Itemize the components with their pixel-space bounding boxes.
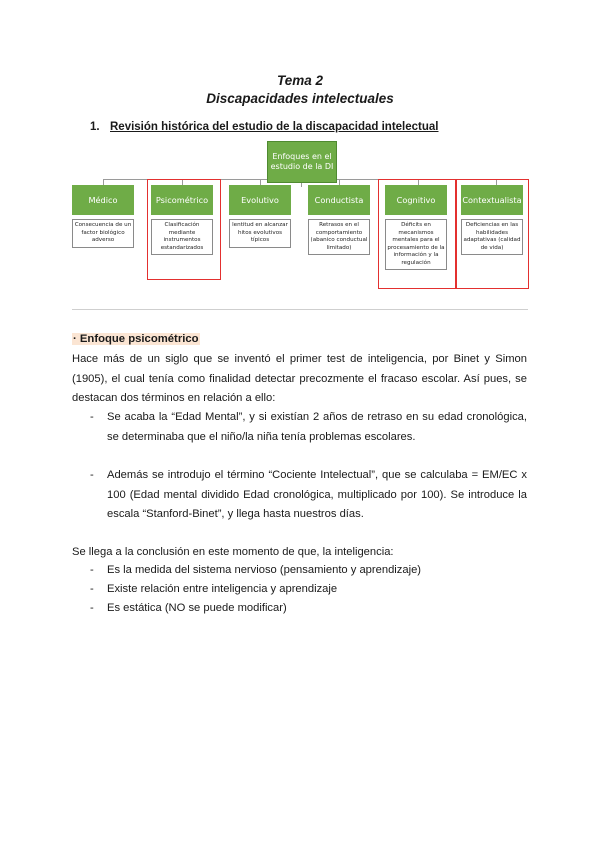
category-contextualista-title: Contextualista xyxy=(461,185,523,215)
document-title: Tema 2 xyxy=(276,73,324,88)
category-psicometrico-title: Psicométrico xyxy=(151,185,213,215)
section-title-psicometrico: · Enfoque psicométrico xyxy=(73,333,199,345)
conclusion-dash: - xyxy=(90,564,94,576)
intro-paragraph: Hace más de un siglo que se inventó el primer test de inteligencia, por Binet y Simon (1905), el cual tenía como finalidad detectar precozmente el fracaso escolar. Así pues, se destacan dos términos en relación a ello: xyxy=(72,353,527,404)
category-conductista-title: Conductista xyxy=(308,185,370,215)
conclusion-dash: - xyxy=(90,602,94,614)
approaches-diagram xyxy=(72,137,528,311)
bullet-dash: - xyxy=(90,469,94,481)
category-medico-body: Consecuencia de un factor biológico adverso xyxy=(72,219,134,248)
diagram-root-node: Enfoques en el estudio de la DI xyxy=(267,141,337,183)
category-cognitivo-body: Déficits en mecanismos mentales para el procesamiento de la información y la regulación xyxy=(385,219,447,270)
section-heading xyxy=(90,121,439,133)
conclusion-item: Es estática (NO se puede modificar) xyxy=(107,602,287,614)
category-evolutivo-body: lentitud en alcanzar hitos evolutivos típicos xyxy=(229,219,291,248)
diagram-bottom-rule xyxy=(72,309,528,310)
category-medico-title: Médico xyxy=(72,185,134,215)
bullet-text: Además se introdujo el término “Cociente Intelectual”, que se calculaba = EM/EC x 100 (Edad mental dividido Edad cronológica, multiplicado por 100). Se introduce la escala “Stanford-Binet”, y llega hasta nuestros días. xyxy=(107,469,527,520)
category-conductista-body: Retrasos en el comportamiento (abanico conductual limitado) xyxy=(308,219,370,255)
category-cognitivo-title: Cognitivo xyxy=(385,185,447,215)
document-subtitle: Discapacidades intelectuales xyxy=(206,91,394,106)
category-evolutivo-title: Evolutivo xyxy=(229,185,291,215)
bullet-text: Se acaba la “Edad Mental”, y si existían 2 años de retraso en su edad cronológica, se determinaba que el niño/la niña tenía problemas escolares. xyxy=(107,411,527,443)
conclusion-paragraph: Se llega a la conclusión en este momento de que, la inteligencia: xyxy=(72,546,394,558)
conclusion-item: Existe relación entre inteligencia y aprendizaje xyxy=(107,583,338,595)
category-contextualista-body: Deficiencias en las habilidades adaptativas (calidad de vida) xyxy=(461,219,523,255)
bullet-dash: - xyxy=(90,411,94,423)
section-heading-text: Revisión histórica del estudio de la discapacidad intelectual xyxy=(110,121,439,133)
conclusion-item: Es la medida del sistema nervioso (pensamiento y aprendizaje) xyxy=(107,564,422,576)
category-psicometrico-body: Clasificación mediante instrumentos estandarizados xyxy=(151,219,213,255)
section-number: 1. xyxy=(90,121,100,133)
conclusion-dash: - xyxy=(90,583,94,595)
